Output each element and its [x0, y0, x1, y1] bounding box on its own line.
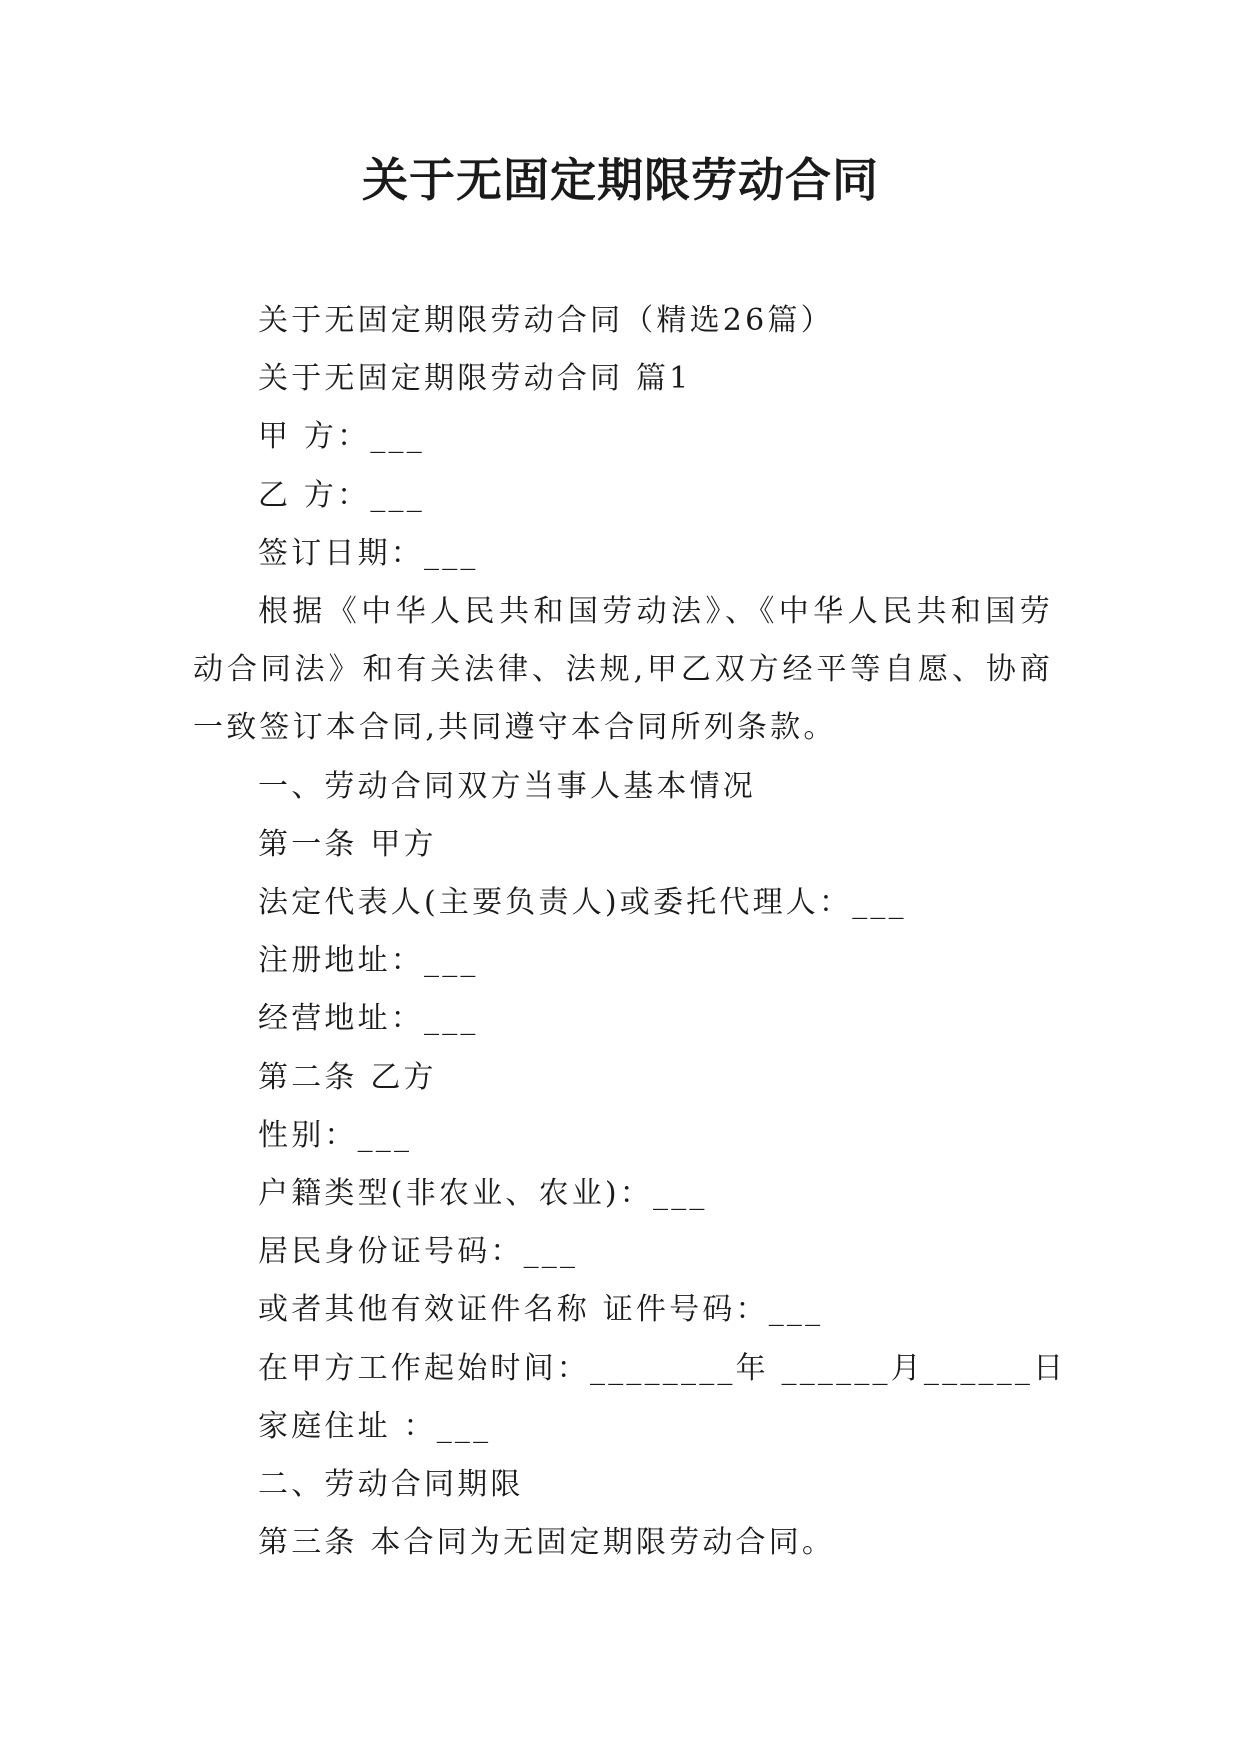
household-type-field: 户籍类型(非农业、农业)：___ — [258, 1176, 708, 1212]
start-date-field: 在甲方工作起始时间：________年 ______月______日 — [258, 1350, 1067, 1386]
id-number-field: 居民身份证号码：___ — [258, 1234, 579, 1270]
article-2-heading: 第二条 乙方 — [258, 1059, 437, 1095]
signing-date-field: 签订日期：___ — [258, 535, 479, 571]
article-3-text: 第三条 本合同为无固定期限劳动合同。 — [258, 1525, 836, 1561]
section-heading: 关于无固定期限劳动合同 篇1 — [258, 361, 692, 397]
subtitle-line: 关于无固定期限劳动合同（精选26篇） — [258, 303, 834, 338]
document-body — [193, 292, 1067, 1572]
article-1-heading: 第一条 甲方 — [258, 826, 437, 862]
registered-address-field: 注册地址：___ — [258, 943, 479, 979]
party-b-field: 乙 方：___ — [258, 477, 425, 513]
document-title: 关于无固定期限劳动合同 — [362, 153, 879, 207]
party-a-field: 甲 方：___ — [258, 419, 425, 455]
chapter-heading-2: 二、劳动合同期限 — [258, 1467, 524, 1503]
home-address-field: 家庭住址 ：___ — [258, 1408, 492, 1444]
intro-paragraph: 根据《中华人民共和国劳动法》、《中华人民共和国劳动合同法》和有关法律、法规,甲乙双方经平等自愿、协商一致签订本合同,共同遵守本合同所列条款。 — [193, 594, 1053, 746]
business-address-field: 经营地址：___ — [258, 1001, 479, 1037]
gender-field: 性别：___ — [258, 1117, 413, 1153]
chapter-heading-1: 一、劳动合同双方当事人基本情况 — [258, 768, 756, 804]
legal-representative-field: 法定代表人(主要负责人)或委托代理人：___ — [258, 885, 907, 921]
other-id-field: 或者其他有效证件名称 证件号码：___ — [258, 1292, 824, 1328]
